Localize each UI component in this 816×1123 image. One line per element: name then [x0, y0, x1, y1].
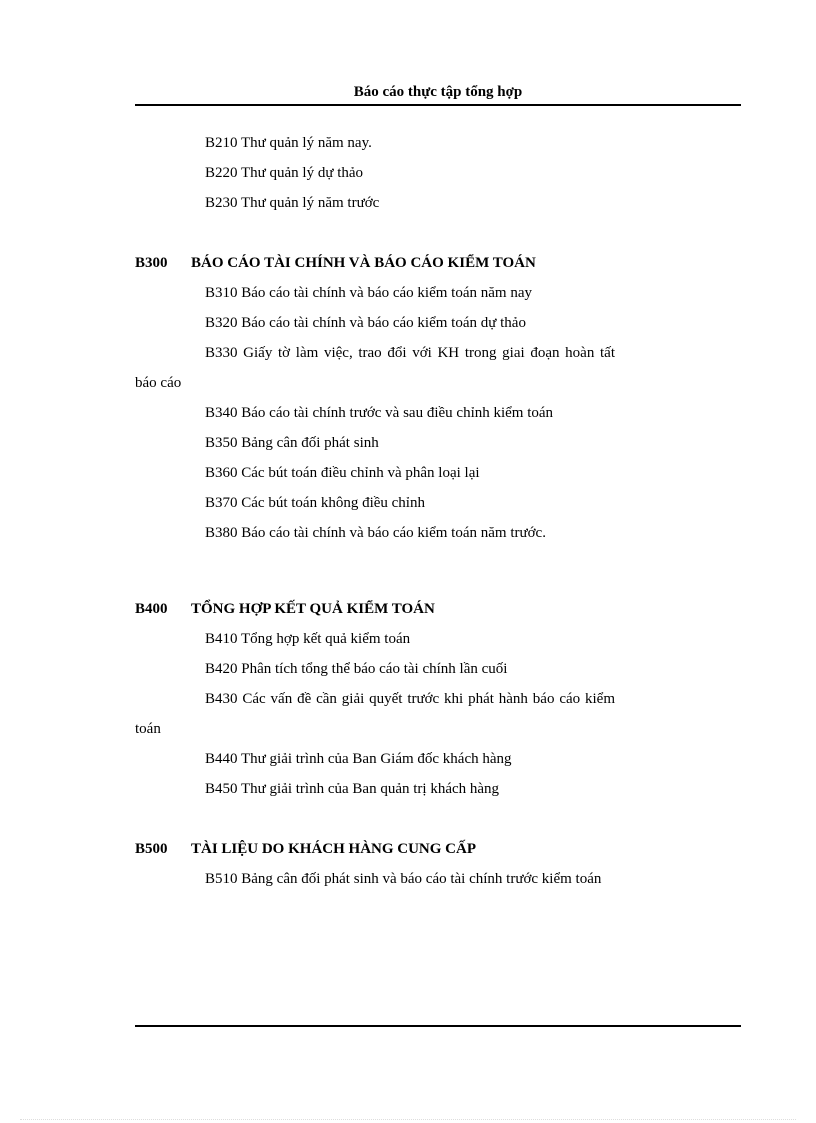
list-item: B230 Thư quản lý năm trước	[205, 195, 380, 211]
list-item: B340 Báo cáo tài chính trước và sau điều chỉnh kiểm toán	[205, 405, 554, 421]
list-item: B430 Các vấn đề cần giải quyết trước khi phát hành báo cáo kiểm toán	[135, 691, 615, 737]
list-item: B320 Báo cáo tài chính và báo cáo kiểm toán dự thảo	[205, 315, 526, 331]
document-body	[135, 128, 615, 894]
section-code: B500	[135, 841, 168, 857]
list-item: B450 Thư giải trình của Ban quản trị khách hàng	[205, 781, 500, 797]
section-title: BÁO CÁO TÀI CHÍNH VÀ BÁO CÁO KIỂM TOÁN	[191, 255, 536, 271]
section-code: B400	[135, 601, 168, 617]
section-heading	[135, 834, 615, 864]
list-item: B370 Các bút toán không điều chỉnh	[205, 495, 425, 511]
header-rule	[135, 104, 741, 106]
section-code: B300	[135, 255, 168, 271]
list-item: B350 Bảng cân đối phát sinh	[205, 435, 379, 451]
spacer	[135, 548, 615, 594]
section-title: TỔNG HỢP KẾT QUẢ KIỂM TOÁN	[191, 601, 435, 617]
section-title: TÀI LIỆU DO KHÁCH HÀNG CUNG CẤP	[191, 841, 477, 857]
list-item: B310 Báo cáo tài chính và báo cáo kiểm toán năm nay	[205, 285, 532, 301]
spacer	[135, 804, 615, 834]
list-item: B410 Tổng hợp kết quả kiểm toán	[205, 631, 411, 647]
list-item: B420 Phân tích tổng thể báo cáo tài chính lần cuối	[205, 661, 508, 677]
section-heading	[135, 248, 615, 278]
spacer	[135, 218, 615, 248]
list-item: B380 Báo cáo tài chính và báo cáo kiểm toán năm trước.	[205, 525, 546, 541]
footer-rule	[135, 1025, 741, 1027]
list-item: B220 Thư quản lý dự thảo	[205, 165, 364, 181]
list-item: B210 Thư quản lý năm nay.	[205, 135, 372, 151]
list-item: B330 Giấy tờ làm việc, trao đổi với KH trong giai đoạn hoàn tất báo cáo	[135, 345, 615, 391]
list-item: B440 Thư giải trình của Ban Giám đốc khách hàng	[205, 751, 512, 767]
list-item: B510 Bảng cân đối phát sinh và báo cáo tài chính trước kiểm toán	[205, 871, 602, 887]
page-edge-divider	[20, 1119, 796, 1120]
page-header-title: Báo cáo thực tập tổng hợp	[353, 84, 523, 100]
list-item: B360 Các bút toán điều chỉnh và phân loại lại	[205, 465, 480, 481]
section-heading	[135, 594, 615, 624]
